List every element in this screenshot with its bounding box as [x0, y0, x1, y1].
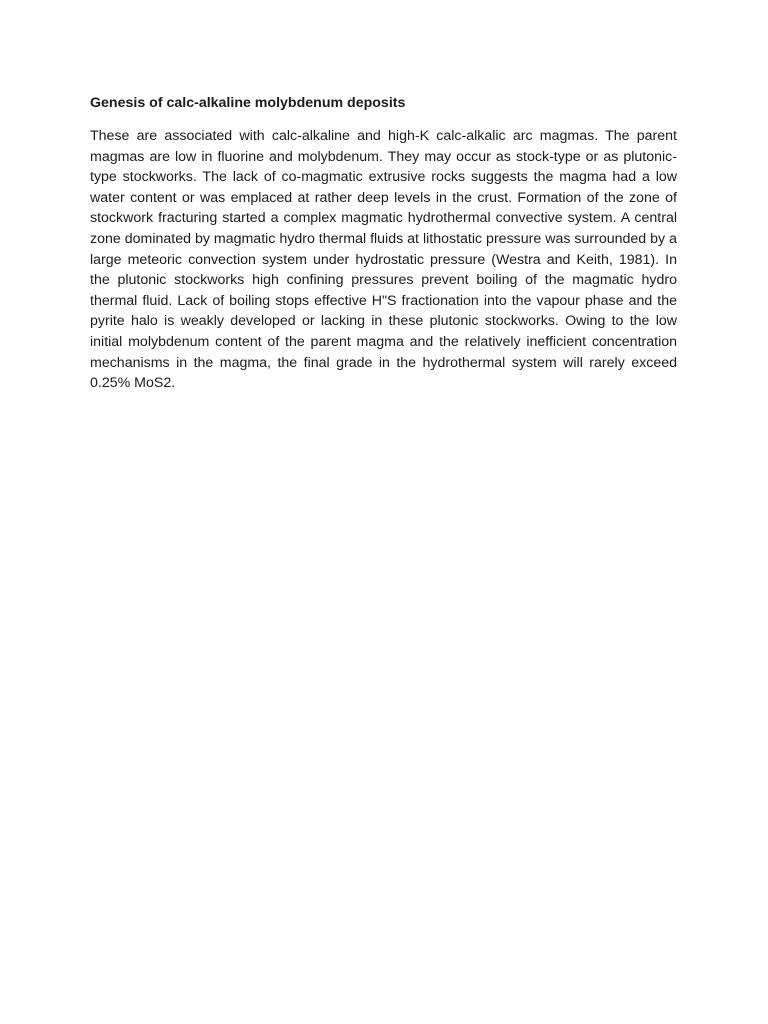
document-paragraph: These are associated with calc-alkaline and high-K calc-alkalic arc magmas. The parent magmas are low in fluorine and molybdenum. They may occur as stock-type or as plutonic-type stockworks. The lack of co-magmatic extrusive rocks suggests the magma had a low water content or was emplaced at rather deep levels in the crust. Formation of the zone of stockwork fracturing started a complex magmatic hydrothermal convective system. A central zone dominated by magmatic hydro thermal fluids at lithostatic pressure was surrounded by a large meteoric convection system under hydrostatic pressure (Westra and Keith, 1981). In the plutonic stockworks high confining pressures prevent boiling of the magmatic hydro thermal fluid. Lack of boiling stops effective H"S fractionation into the vapour phase and the pyrite halo is weakly developed or lacking in these plutonic stockworks. Owing to the low initial molybdenum content of the parent magma and the relatively inefficient concentration mechanisms in the magma, the final grade in the hydrothermal system will rarely exceed 0.25% MoS2. [90, 128, 677, 392]
document-body [90, 93, 677, 394]
document-title: Genesis of calc-alkaline molybdenum deposits [90, 95, 406, 111]
